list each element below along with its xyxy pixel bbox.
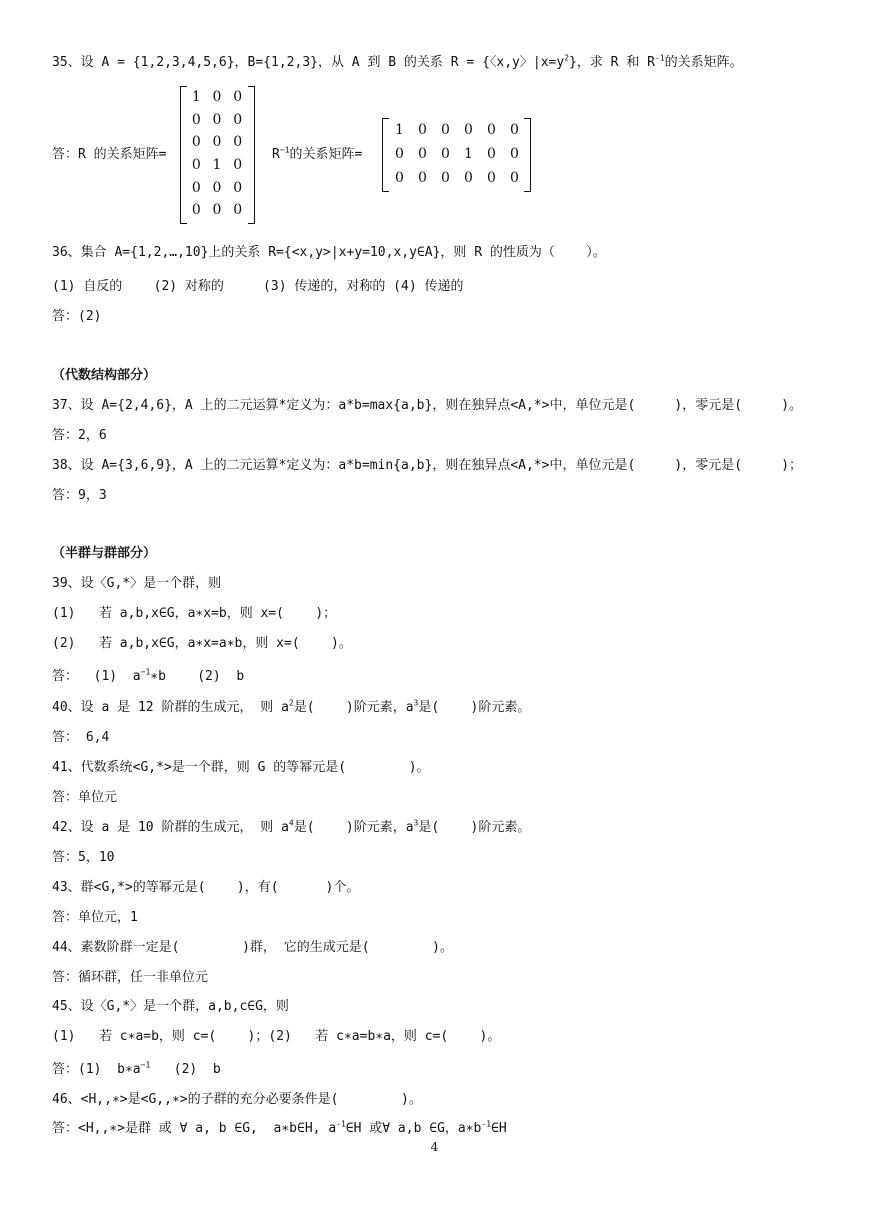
matrix-r-cell: 0 <box>191 111 201 128</box>
q39-question: 39、设〈G,*〉是一个群，则 <box>52 576 222 591</box>
matrix-rinv-cell: 0 <box>395 170 404 186</box>
q44-question: 44、素数阶群一定是( )群， 它的生成元是( )。 <box>52 940 454 955</box>
matrix-r-cell: 0 <box>233 111 243 128</box>
q42-answer: 答：5，10 <box>52 850 115 865</box>
matrix-r-right-bracket <box>248 86 255 224</box>
q35-inverse-label: $R^{-1}$的关系矩阵= <box>272 145 363 162</box>
q41-question: 41、代数系统<G,*>是一个群，则 G 的等幂元是( )。 <box>52 760 430 775</box>
section-algebra-heading: （代数结构部分） <box>52 368 157 383</box>
q45-question: 45、设〈G,*〉是一个群，a,b,c∈G，则 <box>52 999 289 1014</box>
q35-answer-label: 答：R 的关系矩阵= <box>52 147 167 162</box>
matrix-rinv-cell: 0 <box>418 170 427 186</box>
matrix-rinv-cell: 0 <box>487 146 496 162</box>
matrix-r-cell: 0 <box>212 89 222 106</box>
matrix-r-cell: 0 <box>233 202 243 219</box>
matrix-r <box>186 86 248 222</box>
section-group-heading: （半群与群部分） <box>52 546 157 561</box>
q36-options: (1) 自反的 (2) 对称的 (3) 传递的，对称的 (4) 传递的 <box>52 279 464 294</box>
q39-part2: (2) 若 a,b,x∈G，a∗x=a∗b，则 x=( )。 <box>52 636 352 651</box>
matrix-rinv-cell: 0 <box>441 146 450 162</box>
q41-answer: 答：单位元 <box>52 790 118 805</box>
matrix-rinv-cell: 0 <box>464 122 473 138</box>
matrix-rinv-cell: 1 <box>395 122 404 138</box>
q36-question: 36、集合 A={1,2,…,10}上的关系 R={<x,y>|x+y=10,x,y∈A}，则 R 的性质为（ ）。 <box>52 245 606 260</box>
q37-answer: 答：2，6 <box>52 428 107 443</box>
matrix-rinv-cell: 1 <box>464 146 473 162</box>
matrix-r-cell: 1 <box>212 157 222 174</box>
q39-part1: (1) 若 a,b,x∈G，a∗x=b，则 x=( )； <box>52 606 337 621</box>
q46-answer: 答：<H,,∗>是群 或 ∀ a, b ∈G, a∗b∈H, $a^{-1}\in H$ 或∀ a,b ∈G，$a∗b^{-1}\in H$ <box>52 1119 507 1136</box>
matrix-rinv-cell: 0 <box>487 122 496 138</box>
matrix-rinv <box>388 118 526 190</box>
q45-part1: (1) 若 c∗a=b，则 c=( )；(2) 若 c∗a=b∗a，则 c=( )。 <box>52 1029 501 1044</box>
matrix-r-cell: 1 <box>191 89 201 106</box>
matrix-rinv-cell: 0 <box>510 146 519 162</box>
matrix-r-cell: 0 <box>191 202 201 219</box>
matrix-rinv-cell: 0 <box>510 122 519 138</box>
matrix-r-cell: 0 <box>212 202 222 219</box>
q45-answer: 答：(1) $b∗a^{-1}$ (2) b <box>52 1060 221 1077</box>
matrix-rinv-cell: 0 <box>418 122 427 138</box>
q44-answer: 答：循环群，任一非单位元 <box>52 970 209 985</box>
q43-answer: 答：单位元，1 <box>52 910 138 925</box>
matrix-r-cell: 0 <box>191 157 201 174</box>
matrix-rinv-cell: 0 <box>418 146 427 162</box>
matrix-rinv-cell: 0 <box>487 170 496 186</box>
matrix-r-cell: 0 <box>233 157 243 174</box>
q40-answer: 答： 6,4 <box>52 730 110 745</box>
q43-question: 43、群<G,*>的等幂元是( )，有( )个。 <box>52 880 360 895</box>
matrix-rinv-cell: 0 <box>441 122 450 138</box>
matrix-r-cell: 0 <box>233 89 243 106</box>
q42-question: 42、设 a 是 10 阶群的生成元， 则 $a^4$是( )阶元素，$a^3$是( )阶元素。 <box>52 818 531 835</box>
matrix-r-cell: 0 <box>212 134 222 151</box>
q38-answer: 答：9，3 <box>52 488 107 503</box>
q39-answer: 答： (1) $a^{-1}∗b$ (2) b <box>52 667 245 684</box>
matrix-rinv-cell: 0 <box>395 146 404 162</box>
matrix-r-cell: 0 <box>233 179 243 196</box>
page-number: 4 <box>430 1140 439 1154</box>
matrix-rinv-right-bracket <box>524 118 531 192</box>
matrix-r-cell: 0 <box>191 134 201 151</box>
q38-question: 38、设 A={3,6,9}，A 上的二元运算*定义为：a*b=min{a,b}，则在独异点<A,*>中，单位元是( )，零元是( )； <box>52 458 803 473</box>
matrix-r-cell: 0 <box>212 111 222 128</box>
q40-question: 40、设 a 是 12 阶群的生成元， 则 $a^2$是( )阶元素，$a^3$是( )阶元素。 <box>52 698 531 715</box>
q46-question: 46、<H,,∗>是<G,,∗>的子群的充分必要条件是( )。 <box>52 1092 422 1107</box>
matrix-r-cell: 0 <box>191 179 201 196</box>
q35-question: 35、设 A = {1,2,3,4,5,6}，B={1,2,3}，从 A 到 B 的关系 R = {〈x,y〉$|x=y^2$}，求 R 和 $R^{-1}$的关系矩阵。 <box>52 53 743 70</box>
matrix-rinv-cell: 0 <box>441 170 450 186</box>
q37-question: 37、设 A={2,4,6}，A 上的二元运算*定义为：a*b=max{a,b}，则在独异点<A,*>中，单位元是( )，零元是( )。 <box>52 398 803 413</box>
matrix-rinv-cell: 0 <box>510 170 519 186</box>
matrix-rinv-cell: 0 <box>464 170 473 186</box>
matrix-r-cell: 0 <box>212 179 222 196</box>
matrix-r-cell: 0 <box>233 134 243 151</box>
q36-answer: 答：(2) <box>52 309 102 324</box>
